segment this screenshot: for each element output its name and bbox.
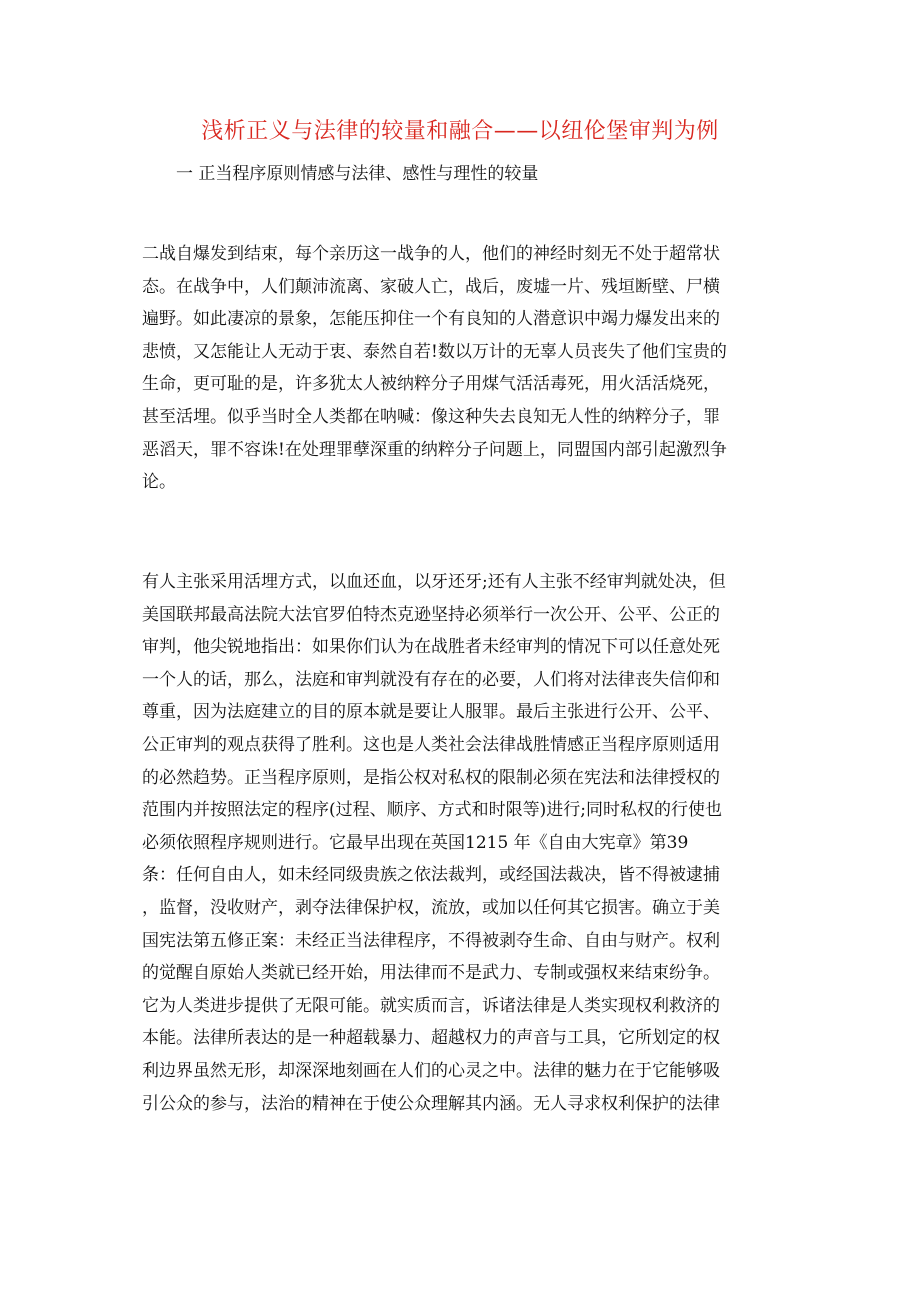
paragraph-line: 利边界虽然无形，却深深地刻画在人们的心灵之中。法律的魅力在于它能够吸 (142, 1060, 720, 1081)
paragraph-line: 的觉醒自原始人类就已经开始，用法律而不是武力、专制或强权来结束纷争。 (142, 963, 720, 984)
paragraph-line: 一个人的话，那么，法庭和审判就没有存在的必要，人们将对法律丧失信仰和 (142, 669, 720, 690)
paragraph-1 (142, 238, 782, 499)
paragraph-line: 甚至活埋。似乎当时全人类都在呐喊：像这种失去良知无人性的纳粹分子，罪 (142, 406, 720, 427)
paragraph-line: 尊重，因为法庭建立的目的原本就是要让人服罪。最后主张进行公开、公平、 (142, 702, 720, 723)
paragraph-2 (142, 566, 782, 1120)
paragraph-line: 范围内并按照法定的程序(过程、顺序、方式和时限等)进行;同时私权的行使也 (142, 800, 722, 821)
paragraph-line: ，监督，没收财产，剥夺法律保护权，流放，或加以任何其它损害。确立于美 (142, 897, 720, 918)
paragraph-line: 审判，他尖锐地指出：如果你们认为在战胜者未经审判的情况下可以任意处死 (142, 637, 720, 658)
paragraph-line: 公正审判的观点获得了胜利。这也是人类社会法律战胜情感正当程序原则适用 (142, 734, 720, 755)
paragraph-line: 本能。法律所表达的是一种超载暴力、超越权力的声音与工具，它所划定的权 (142, 1028, 720, 1049)
paragraph-line: 必须依照程序规则进行。它最早出现在英国1215 年《自由大宪章》第39 (142, 832, 689, 853)
paragraph-line: 有人主张采用活埋方式，以血还血，以牙还牙;还有人主张不经审判就处决，但 (142, 572, 726, 592)
paragraph-line: 态。在战争中，人们颠沛流离、家破人亡，战后，废墟一片、残垣断壁、尸横 (142, 276, 720, 297)
paragraph-line: 的必然趋势。正当程序原则，是指公权对私权的限制必须在宪法和法律授权的 (142, 767, 720, 788)
document-title: 浅析正义与法律的较量和融合——以纽伦堡审判为例 (201, 119, 719, 144)
paragraph-line: 遍野。如此凄凉的景象，怎能压抑住一个有良知的人潜意识中竭力爆发出来的 (142, 309, 720, 330)
paragraph-line: 美国联邦最高法院大法官罗伯特杰克逊坚持必须举行一次公开、公平、公正的 (142, 604, 720, 625)
paragraph-line: 条：任何自由人，如未经同级贵族之依法裁判，或经国法裁决，皆不得被逮捕 (142, 865, 720, 886)
paragraph-line: 国宪法第五修正案：未经正当法律程序，不得被剥夺生命、自由与财产。权利 (142, 930, 720, 951)
paragraph-line: 悲愤，又怎能让人无动于衷、泰然自若!数以万计的无辜人员丧失了他们宝贵的 (142, 341, 727, 362)
paragraph-line: 它为人类进步提供了无限可能。就实质而言，诉诸法律是人类实现权利救济的 (142, 995, 720, 1016)
paragraph-line: 生命，更可耻的是，许多犹太人被纳粹分子用煤气活活毒死，用火活活烧死， (142, 374, 720, 395)
paragraph-line: 二战自爆发到结束，每个亲历这一战争的人，他们的神经时刻无不处于超常状 (142, 244, 720, 264)
section-heading: 一 正当程序原则情感与法律、感性与理性的较量 (176, 164, 539, 184)
paragraph-line: 恶滔天，罪不容诛!在处理罪孽深重的纳粹分子问题上，同盟国内部引起激烈争 (142, 439, 727, 460)
paragraph-line: 引公众的参与，法治的精神在于使公众理解其内涵。无人寻求权利保护的法律 (142, 1093, 720, 1114)
paragraph-line: 论。 (142, 472, 176, 493)
